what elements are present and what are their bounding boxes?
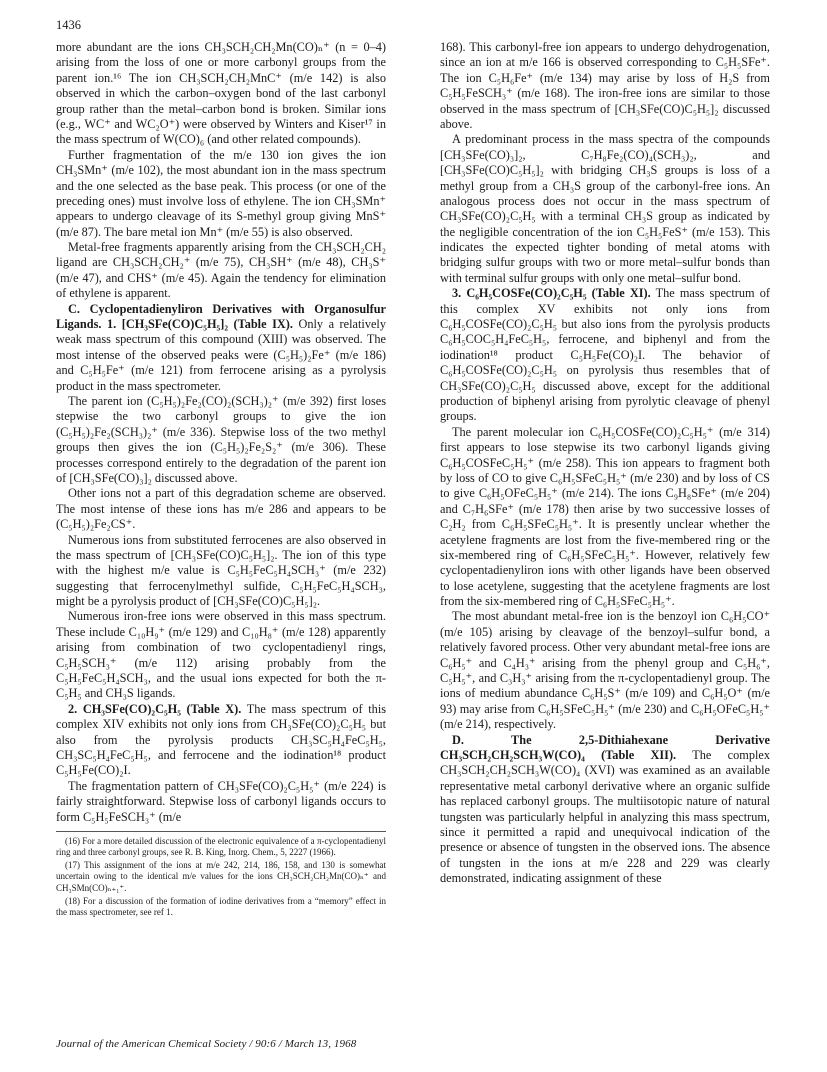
paragraph: The parent molecular ion C₆H₅COSFe(CO)₂C₅H₅⁺ (m/e 314) first appears to lose stepwise its two carbonyl ligands giving C₆H₅COSFeC₅H₅⁺ (m/e 258). This ion appears to fragment both by loss of CO to give C₆H₅SFeC₅H₅⁺ (m/e 230) and by loss of CS to give C₆H₅OFeC₅H₅⁺ (m/e 214). The ions C₉H₈SFe⁺ (m/e 204) and C₇H₆SFe⁺ (m/e 178) then arise by two successive losses of C₂H₂ from C₆H₅SFeC₅H₅⁺. It is presently unclear whether the acetylene fragments are lost from the five-membered ring or the six-membered ring of C₆H₅SFeC₅H₅⁺. However, relatively few cyclopentadienyliron ions with other ligands have been observed to lose acetylene, suggesting that the acetylene fragments are lost from the six-membered ring of C₆H₅SFeC₅H₅⁺. <box>440 424 770 609</box>
paragraph-text: The complex CH₃SCH₂CH₂SCH₃W(CO)₄ (XVI) was examined as an available representative metal carbonyl derivative where an organic sulfide has replaced carbonyl groups. The multiisotopic nature of natural tungsten was particularly helpful in analyzing this mass spectrum, since it permitted a rapid and unequivocal indication of the presence or absence of tungsten in the observed ions. The absence of tungsten in the ions at m/e 228 and 229 was clearly demonstrated, indicating assignment of these <box>440 747 770 886</box>
footnote: (16) For a more detailed discussion of the electronic equivalence of a π-cyclopentadienyl ring and three carbonyl groups, see R. B. King, Inorg. Chem., 5, 2227 (1966). <box>56 835 386 858</box>
section-heading: C. Cyclopentadienyliron Derivatives with Organosulfur Ligands. 1. [CH₃SFe(CO)C₅H₅]₂ (Table IX). <box>56 301 386 332</box>
paragraph: The fragmentation pattern of CH₃SFe(CO)₂C₅H₅⁺ (m/e 224) is fairly straightforward. Stepwise loss of carbonyl ligands occurs to form C₅H₅FeSCH₃⁺ (m/e <box>56 778 386 824</box>
paragraph: The parent ion (C₅H₅)₂Fe₂(CO)₂(SCH₃)₂⁺ (m/e 392) first loses stepwise the two carbonyl groups to give the ion (C₅H₅)₂Fe₂(SCH₃)₂⁺ (m/e 336). Stepwise loss of the two methyl groups then gives the ion (C₅H₅)₂Fe₂S₂⁺ (m/e 306). These processes correspond entirely to the degradation of the parent ion of [CH₃SFe(CO)₃]₂ discussed above. <box>56 393 386 485</box>
footnotes <box>56 831 386 919</box>
left-column <box>56 40 386 920</box>
page-number: 1436 <box>56 18 81 32</box>
paragraph: A predominant process in the mass spectra of the compounds [CH₃SFe(CO)₃]₂, C₇H₈Fe₂(CO)₄(SCH₃)₂, and [CH₃SFe(CO)C₅H₅]₂ with bridging CH₃S groups is loss of a methyl group from a CH₃S group of the carbonyl-free ions. An analogous process does not occur in the mass spectrum of CH₃SFe(CO)₂C₅H₅ with a terminal CH₃S group as indicated by the negligible concentration of the ion C₅H₅FeS⁺ (m/e 153). This indicates the expected tighter bonding of metal atoms with bridging sulfur groups with two or more metal–sulfur bonds than with terminal sulfur groups with only one metal–sulfur bond. <box>440 132 770 285</box>
paragraph <box>56 702 386 779</box>
paragraph <box>440 733 770 887</box>
paragraph: Further fragmentation of the m/e 130 ion gives the ion CH₃SMn⁺ (m/e 102), the most abundant ion in the mass spectrum and the one selected as the base peak. This process (or one of the preceding ones) must involve loss of ethylene. The ion CH₃SMn⁺ appears to undergo cleavage of its S-methyl group giving MnS⁺ (m/e 87). The bare metal ion Mn⁺ (m/e 55) is also observed. <box>56 147 386 239</box>
right-column <box>440 40 770 886</box>
section-heading: 3. C₆H₅COSFe(CO)₂C₅H₅ (Table XI). <box>452 286 651 301</box>
paragraph <box>56 302 386 394</box>
section-heading: 2. CH₃SFe(CO)₂C₅H₅ (Table X). <box>68 701 242 716</box>
paragraph <box>440 286 770 425</box>
paragraph-text: Only a relatively weak mass spectrum of this compound (XIII) was observed. The most intense of the observed peaks were (C₅H₅)₂Fe⁺ (m/e 186) and C₅H₅Fe⁺ (m/e 121) from ferrocene arising as a pyrolysis product in the mass spectrometer. <box>56 317 386 393</box>
paragraph: Metal-free fragments apparently arising from the CH₃SCH₂CH₂ ligand are CH₃SCH₂CH₂⁺ (m/e 75), CH₃SH⁺ (m/e 48), CH₃S⁺ (m/e 47), and CHS⁺ (m/e 45). Again the tendency for elimination of ethylene is apparent. <box>56 240 386 301</box>
paragraph-text: The mass spectrum of this complex XIV exhibits not only ions from CH₃SFe(CO)₂C₅H₅ but also from the pyrolysis products CH₃SC₅H₄FeC₅H₅, CH₃SC₅H₄FeC₅H₅, and ferrocene and the iodination¹⁸ product C₅H₅Fe(CO)₂I. <box>56 701 387 778</box>
paragraph: Numerous iron-free ions were observed in this mass spectrum. These include C₁₀H₉⁺ (m/e 129) and C₁₀H₈⁺ (m/e 128) apparently arising from combination of two cyclopentadienyl rings, C₅H₅SCH₃⁺ (m/e 112) arising probably from the C₅H₅FeC₅H₄SCH₃, and the usual ions expected for both the π-C₅H₅ and CH₃S ligands. <box>56 609 386 701</box>
paragraph: 168). This carbonyl-free ion appears to undergo dehydrogenation, since an ion at m/e 166 is observed corresponding to C₅H₅SFe⁺. The ion C₅H₆Fe⁺ (m/e 134) may arise by loss of H₂S from C₅H₅FeSCH₃⁺ (m/e 168). The iron-free ions are similar to those observed in the mass spectrum of [CH₃SFe(CO)C₅H₅]₂ discussed above. <box>440 40 770 131</box>
paragraph: The most abundant metal-free ion is the benzoyl ion C₆H₅CO⁺ (m/e 105) arising by cleavage of the benzoyl–sulfur bond, a relatively favored process. Other very abundant metal-free ions are C₆H₅⁺ and C₄H₃⁺ arising from the phenyl group and C₅H₆⁺, C₅H₅⁺, and C₃H₃⁺ arising from the π-cyclopentadienyl group. The ions of medium abundance C₆H₅S⁺ (m/e 109) and C₆H₅O⁺ (m/e 93) may arise from C₆H₅SFeC₅H₅⁺ (m/e 230) and C₆H₅OFeC₅H₅⁺ (m/e 214), respectively. <box>440 609 770 732</box>
paragraph-text: The mass spectrum of this complex XV exhibits not only ions from C₆H₅COSFe(CO)₂C₅H₅ but also ions from the pyrolysis products C₆H₅COC₅H₄FeC₅H₅, ferrocene, and biphenyl and from the iodination¹⁸ product C₅H₅Fe(CO)₂I. The behavior of C₆H₅COSFe(CO)₂C₅H₅ on pyrolysis thus resembles that of CH₃SFe(CO)₂C₅H₅ discussed above, except for the additional production of biphenyl arising from pyrolytic cleavage of phenyl groups. <box>440 286 770 424</box>
paragraph: Numerous ions from substituted ferrocenes are also observed in the mass spectrum of [CH₃SFe(CO)C₅H₅]₂. The ion of this type with the highest m/e value is C₅H₅FeC₅H₄SCH₃⁺ (m/e 232) suggesting that ferrocenylmethyl sulfide, C₅H₅FeC₅H₄SCH₃, might be a pyrolysis product of [CH₃SFe(CO)C₅H₅]₂. <box>56 532 386 609</box>
footnote: (17) This assignment of the ions at m/e 242, 214, 186, 158, and 130 is somewhat uncertain owing to the identical m/e values for the ions CH₃SCH₂CH₂Mn(CO)ₙ⁺ and CH₃SMn(CO)ₙ₊₁⁺. <box>56 859 386 893</box>
journal-footer: Journal of the American Chemical Society / 90:6 / March 13, 1968 <box>56 1038 357 1050</box>
paragraph: Other ions not a part of this degradation scheme are observed. The most intense of these ions has m/e 286 and appears to be (C₅H₅)₂Fe₂CS⁺. <box>56 486 386 532</box>
footnote: (18) For a discussion of the formation of iodine derivatives from a “memory” effect in the mass spectrometer, see ref 1. <box>56 895 386 918</box>
paragraph: more abundant are the ions CH₃SCH₂CH₂Mn(CO)ₙ⁺ (n = 0–4) arising from the loss of one or more carbonyl groups from the parent ion.¹⁶ The ion CH₃SCH₂CH₂MnC⁺ (m/e 142) is also observed in which the carbon–oxygen bond of the last carbonyl group rather than the metal–carbon bond is broken. Similar ions (e.g., WC⁺ and WC₂O⁺) were observed by Winters and Kiser¹⁷ in the mass spectrum of W(CO)₆ (and other related compounds). <box>56 40 386 147</box>
section-heading: D. The 2,5-Dithiahexane Derivative CH₃SCH₂CH₂SCH₃W(CO)₄ (Table XII). <box>440 732 770 762</box>
